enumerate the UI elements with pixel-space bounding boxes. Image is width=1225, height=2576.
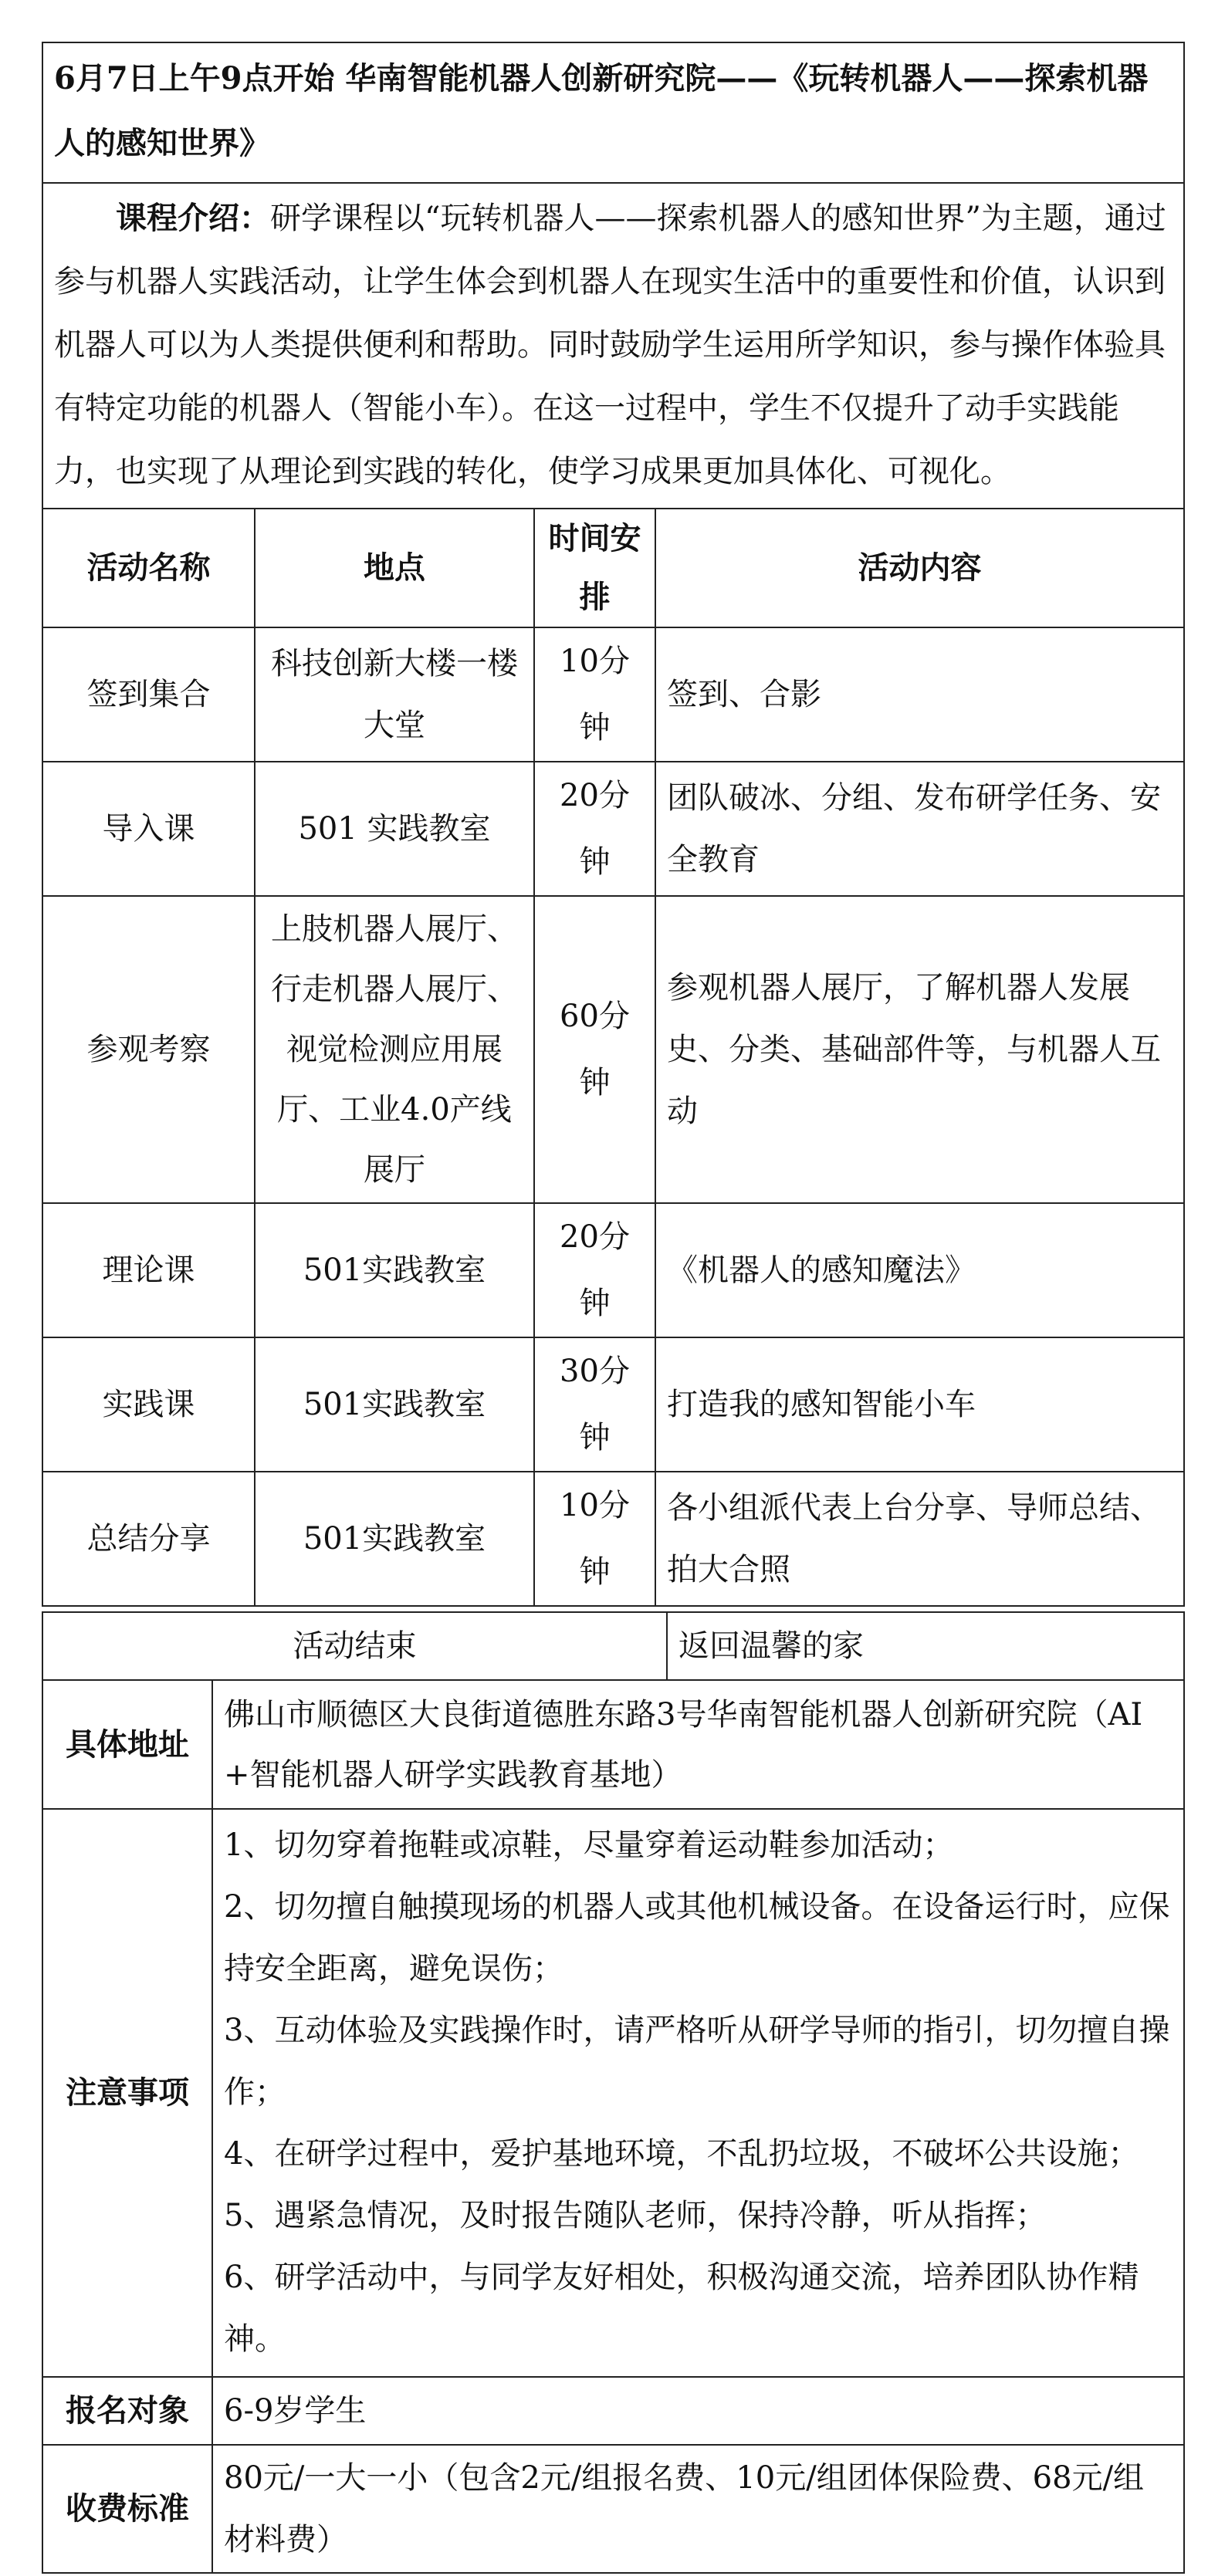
intro-label: 课程介绍： (116, 200, 270, 236)
activity-place: 上肢机器人展厅、行走机器人展厅、视觉检测应用展厅、工业4.0产线展厅 (255, 896, 534, 1203)
notes-row (42, 1809, 1184, 2377)
header-time: 时间安排 (534, 509, 655, 627)
activity-place: 501实践教室 (255, 1472, 534, 1606)
activity-time: 30分钟 (534, 1337, 655, 1472)
ending-row (42, 1612, 1184, 1680)
activity-name: 导入课 (42, 762, 255, 896)
activity-name: 实践课 (42, 1337, 255, 1472)
activity-name: 签到集合 (42, 627, 255, 762)
address-text: 佛山市顺德区大良街道德胜东路3号华南智能机器人创新研究院（AI+智能机器人研学实践教育基地） (212, 1681, 1184, 1809)
activity-document (42, 42, 1183, 2574)
document-title: 6月7日上午9点开始 华南智能机器人创新研究院——《玩转机器人——探索机器人的感知世界》 (42, 42, 1184, 183)
activity-time: 20分钟 (534, 1203, 655, 1337)
intro-row (42, 183, 1184, 509)
activity-content: 参观机器人展厅，了解机器人发展史、分类、基础部件等，与机器人互动 (655, 896, 1184, 1203)
note-item: 6、研学活动中，与同学友好相处，积极沟通交流，培养团队协作精神。 (224, 2260, 1139, 2357)
schedule-row (42, 1203, 1184, 1337)
notes-label: 注意事项 (42, 1809, 212, 2377)
activity-time: 10分钟 (534, 627, 655, 762)
schedule-row (42, 762, 1184, 896)
note-item: 3、互动体验及实践操作时，请严格听从研学导师的指引，切勿擅自操作； (224, 2013, 1170, 2110)
audience-label: 报名对象 (42, 2377, 212, 2445)
activity-content: 团队破冰、分组、发布研学任务、安全教育 (655, 762, 1184, 896)
activity-place: 科技创新大楼一楼大堂 (255, 627, 534, 762)
fee-text: 80元/一大一小（包含2元/组报名费、10元/组团体保险费、68元/组材料费） (212, 2445, 1184, 2573)
intro-text: 研学课程以“玩转机器人——探索机器人的感知世界”为主题，通过参与机器人实践活动，让学生体会到机器人在现实生活中的重要性和价值，认识到机器人可以为人类提供便利和帮助。同时鼓励学生运用所学知识，参与操作体验具有特定功能的机器人（智能小车）。在这一过程中，学生不仅提升了动手实践能力，也实现了从理论到实践的转化，使学习成果更加具体化、可视化。 (54, 201, 1166, 489)
header-place: 地点 (255, 509, 534, 627)
header-activity-name: 活动名称 (42, 509, 255, 627)
audience-row (42, 2377, 1184, 2445)
schedule-row (42, 896, 1184, 1203)
header-content: 活动内容 (655, 509, 1184, 627)
activity-content: 签到、合影 (655, 627, 1184, 762)
note-item: 5、遇紧急情况，及时报告随队老师，保持冷静，听从指挥； (224, 2198, 1047, 2233)
schedule-header-row (42, 509, 1184, 627)
schedule-row (42, 1337, 1184, 1472)
schedule-row (42, 627, 1184, 762)
activity-time: 20分钟 (534, 762, 655, 896)
fee-label: 收费标准 (42, 2445, 212, 2573)
info-table (42, 1681, 1185, 2574)
schedule-table (42, 42, 1185, 1607)
address-row (42, 1681, 1184, 1809)
course-intro (42, 183, 1184, 509)
activity-time: 60分钟 (534, 896, 655, 1203)
fee-row (42, 2445, 1184, 2573)
note-item: 1、切勿穿着拖鞋或凉鞋，尽量穿着运动鞋参加活动； (224, 1827, 954, 1863)
activity-name: 理论课 (42, 1203, 255, 1337)
notes-list (212, 1809, 1184, 2377)
address-label: 具体地址 (42, 1681, 212, 1809)
activity-content: 打造我的感知智能小车 (655, 1337, 1184, 1472)
activity-place: 501 实践教室 (255, 762, 534, 896)
audience-text: 6-9岁学生 (212, 2377, 1184, 2445)
activity-place: 501实践教室 (255, 1337, 534, 1472)
ending-table (42, 1611, 1185, 1681)
note-item: 4、在研学过程中，爱护基地环境，不乱扔垃圾，不破坏公共设施； (224, 2136, 1139, 2172)
title-row (42, 42, 1184, 183)
ending-label: 活动结束 (42, 1612, 667, 1680)
note-item: 2、切勿擅自触摸现场的机器人或其他机械设备。在设备运行时，应保持安全距离，避免误伤； (224, 1889, 1170, 1986)
activity-content: 《机器人的感知魔法》 (655, 1203, 1184, 1337)
schedule-row (42, 1472, 1184, 1606)
activity-place: 501实践教室 (255, 1203, 534, 1337)
activity-content: 各小组派代表上台分享、导师总结、拍大合照 (655, 1472, 1184, 1606)
activity-name: 总结分享 (42, 1472, 255, 1606)
activity-name: 参观考察 (42, 896, 255, 1203)
ending-content: 返回温馨的家 (667, 1612, 1184, 1680)
activity-time: 10分钟 (534, 1472, 655, 1606)
